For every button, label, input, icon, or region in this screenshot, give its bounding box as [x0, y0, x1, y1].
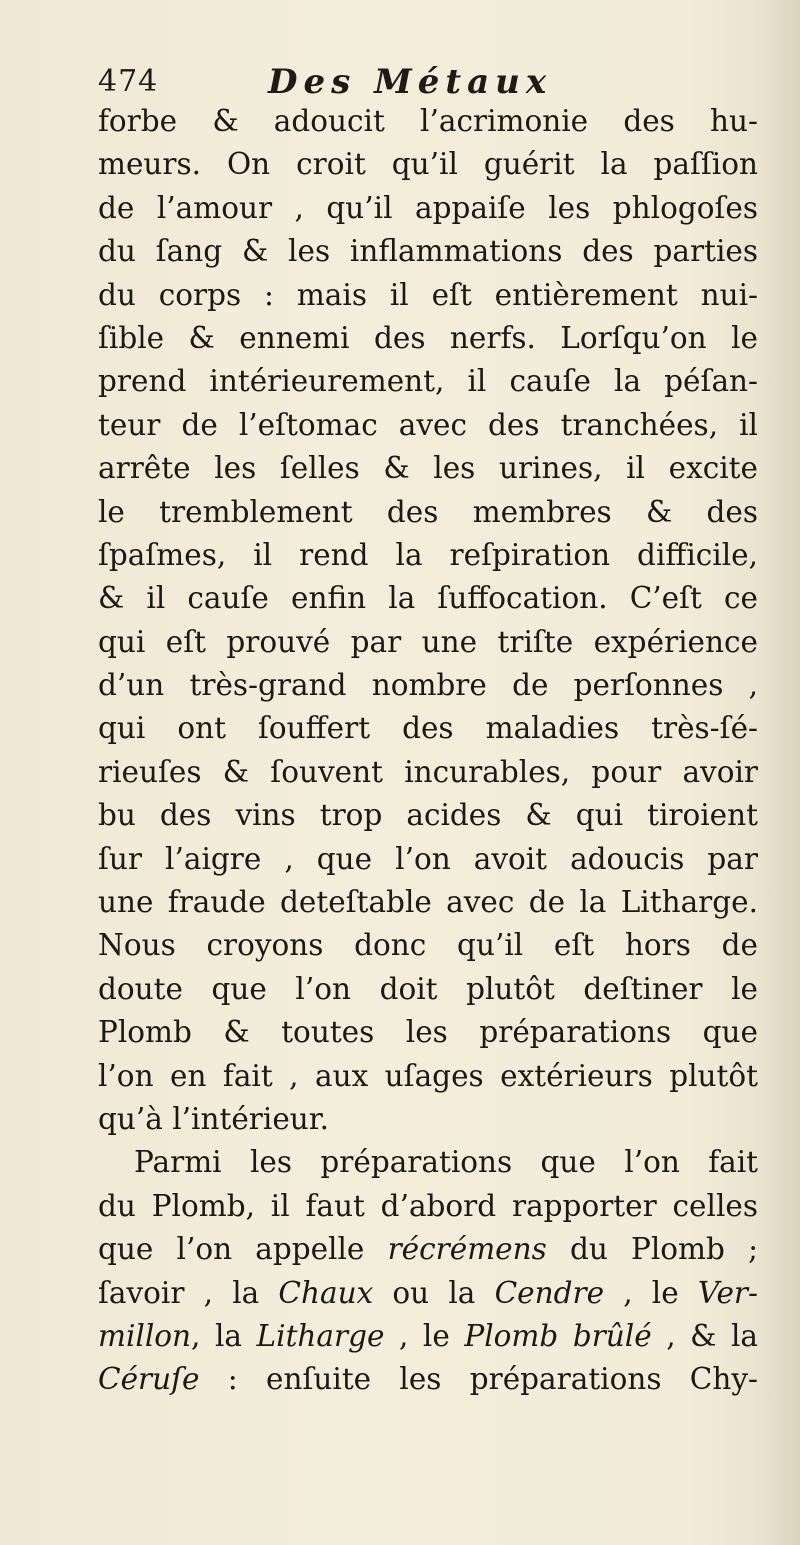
- italic-term: Cendre: [494, 1275, 605, 1310]
- italic-term: Céruſe: [98, 1362, 200, 1397]
- text-line: ſur l’aigre , que l’on avoit adoucis par: [98, 841, 758, 876]
- text-line: d’un très-grand nombre de perſonnes ,: [98, 668, 758, 703]
- text-line: qui ont ſouffert des maladies très-ſé-: [98, 711, 758, 746]
- text-line: l’on en fait , aux uſages extérieurs plutôt: [98, 1058, 758, 1093]
- text-line: une fraude deteſtable avec de la Litharge.: [98, 885, 758, 920]
- line-text: , & la: [651, 1318, 758, 1353]
- body-text: [98, 100, 758, 1402]
- italic-term: Chaux: [278, 1275, 374, 1310]
- line-text: , le: [604, 1275, 698, 1310]
- line-text: , le: [384, 1318, 465, 1353]
- text-line: [98, 1272, 758, 1315]
- text-line: du Plomb, il faut d’abord rapporter celles: [98, 1188, 758, 1223]
- line-text: que l’on appelle: [98, 1232, 388, 1267]
- text-line: [98, 1228, 758, 1271]
- text-line: teur de l’eſtomac avec des tranchées, il: [98, 407, 758, 442]
- text-line: [98, 1358, 758, 1401]
- paragraph-end-line: qu’à l’intérieur.: [98, 1101, 330, 1136]
- page-number: 474: [98, 64, 159, 99]
- text-line: [98, 1315, 758, 1358]
- text-line: du ſang & les inflammations des parties: [98, 234, 758, 269]
- text-line: ſpaſmes, il rend la reſpiration difficile,: [98, 537, 758, 572]
- line-text: , la: [191, 1318, 257, 1353]
- line-text: : enſuite les préparations Chy-: [199, 1362, 758, 1397]
- italic-term: Litharge: [256, 1318, 385, 1353]
- italic-term: Ver-: [697, 1275, 758, 1310]
- text-line: rieuſes & ſouvent incurables, pour avoir: [98, 754, 758, 789]
- line-text: du Plomb ;: [546, 1232, 759, 1267]
- text-line: Nous croyons donc qu’il eſt hors de: [98, 928, 758, 963]
- text-line: meurs. On croit qu’il guérit la paſſion: [98, 147, 758, 182]
- text-line: de l’amour , qu’il appaiſe les phlogoſes: [98, 190, 758, 225]
- paragraph-start-line: Parmi les préparations que l’on fait: [134, 1145, 758, 1180]
- text-line: qui eſt prouvé par une triſte expérience: [98, 624, 758, 659]
- italic-term: millon: [98, 1318, 192, 1353]
- text-line: le tremblement des membres & des: [98, 494, 758, 529]
- text-line: arrête les ſelles & les urines, il excite: [98, 451, 758, 486]
- text-line: forbe & adoucit l’acrimonie des hu-: [98, 104, 758, 138]
- text-line: bu des vins trop acides & qui tiroient: [98, 798, 758, 833]
- text-line: & il cauſe enfin la ſuffocation. C’eſt ce: [98, 581, 758, 616]
- text-line: doute que l’on doit plutôt deſtiner le: [98, 971, 758, 1006]
- text-line: Plomb & toutes les préparations que: [98, 1015, 758, 1050]
- text-line: du corps : mais il eſt entièrement nui-: [98, 277, 758, 312]
- running-title: Des Métaux: [268, 62, 553, 102]
- italic-term: récrémens: [387, 1232, 547, 1267]
- text-line: ſible & ennemi des nerfs. Lorſqu’on le: [98, 320, 758, 355]
- text-line: prend intérieurement, il cauſe la péſan-: [98, 364, 758, 399]
- line-text: ſavoir , la: [98, 1275, 279, 1310]
- italic-term: Plomb brûlé: [464, 1318, 652, 1353]
- line-text: ou la: [373, 1275, 495, 1310]
